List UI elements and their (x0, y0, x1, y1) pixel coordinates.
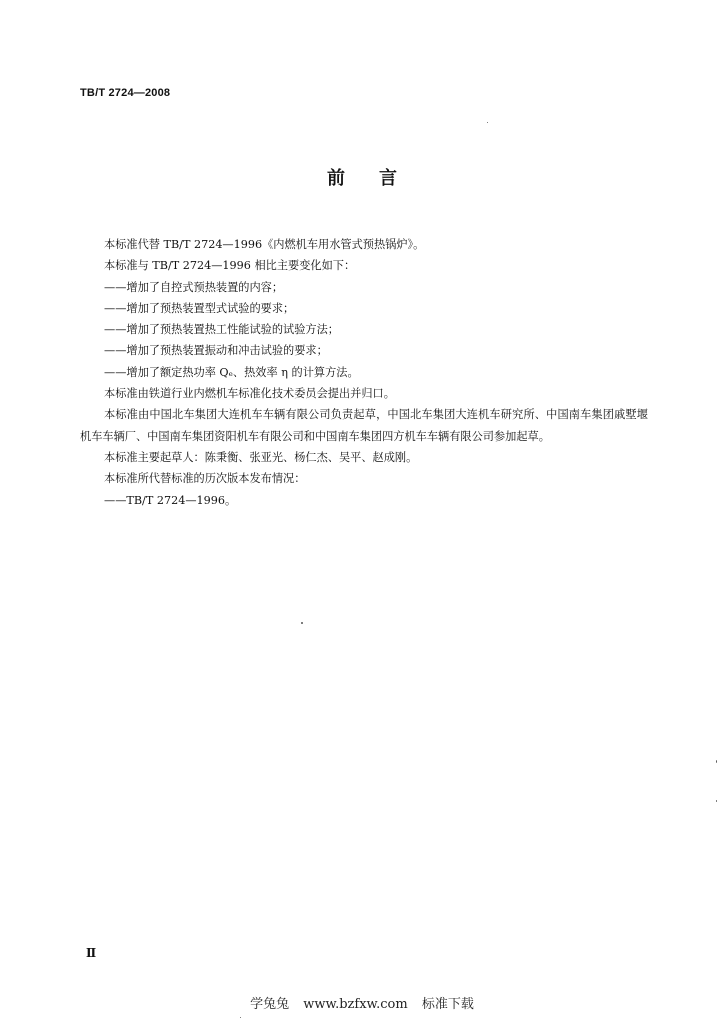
watermark-tagline: 标准下载 (421, 997, 474, 1012)
scan-speck (240, 1017, 241, 1018)
scan-speck (487, 122, 488, 123)
paragraph: 本标准主要起草人：陈秉衡、张亚光、杨仁杰、吴平、赵成刚。 (104, 450, 418, 464)
scan-speck (716, 760, 717, 763)
paragraph: 本标准由中国北车集团大连机车车辆有限公司负责起草，中国北车集团大连机车研究所、中国南车集团戚墅堰机车车辆厂、中国南车集团资阳机车有限公司和中国南车集团四方机车车辆有限公司参加起草。 (80, 408, 648, 443)
page-title: 前言 (327, 168, 431, 189)
page-number: Ⅱ (86, 946, 97, 960)
watermark-site-name: 学兔兔 (250, 997, 290, 1012)
scan-speck (301, 622, 303, 624)
paragraph: 本标准与 TB/T 2724—1996 相比主要变化如下： (104, 259, 356, 273)
paragraph: 本标准所代替标准的历次版本发布情况： (104, 472, 306, 486)
list-item: ——增加了预热装置振动和冲击试验的要求； (104, 344, 328, 358)
list-item: ——增加了预热装置热工性能试验的试验方法； (104, 323, 339, 337)
paragraph: 本标准代替 TB/T 2724—1996《内燃机车用水管式预热锅炉》。 (104, 238, 425, 251)
scan-speck (716, 800, 717, 802)
list-item: ——增加了自控式预热装置的内容； (104, 280, 284, 294)
list-item: ——TB/T 2724—1996。 (104, 493, 237, 507)
footer-watermark (0, 993, 724, 1012)
body-text (80, 234, 648, 511)
list-item: ——增加了预热装置型式试验的要求； (104, 301, 295, 315)
standard-code: TB/T 2724—2008 (80, 87, 171, 99)
paragraph: 本标准由铁道行业内燃机车标准化技术委员会提出并归口。 (104, 387, 395, 401)
watermark-url[interactable]: www.bzfxw.com (303, 997, 408, 1012)
list-item: ——增加了额定热功率 Qₑ、热效率 η 的计算方法。 (104, 365, 359, 379)
